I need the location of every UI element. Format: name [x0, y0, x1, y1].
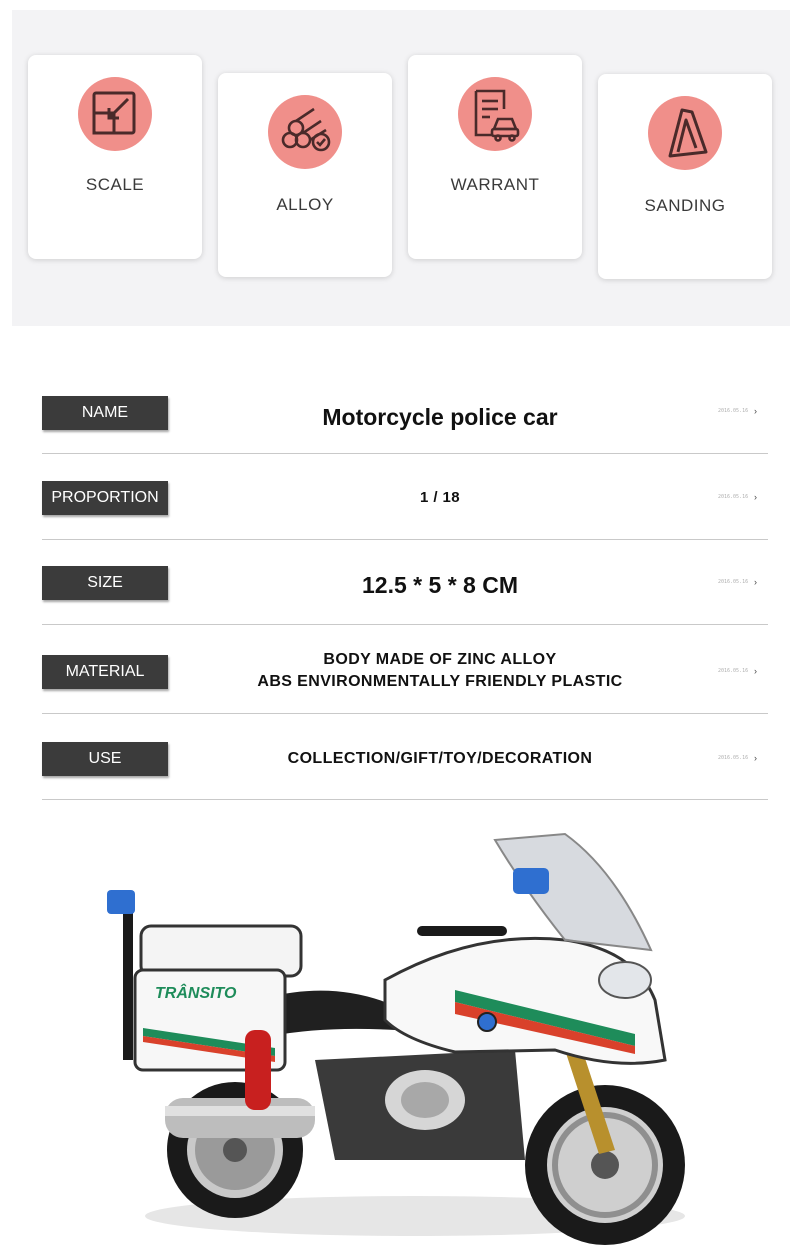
spec-value-line-2: ABS ENVIRONMENTALLY FRIENDLY PLASTIC — [257, 673, 623, 690]
spec-date: 2016.05.16 — [718, 755, 749, 761]
chevron-right-icon: › — [754, 492, 757, 502]
spec-tag: PROPORTION — [42, 481, 168, 515]
divider — [42, 713, 768, 714]
spec-tag: NAME — [42, 396, 168, 430]
spec-value: Motorcycle police car — [322, 404, 558, 430]
feature-label: ALLOY — [276, 195, 334, 214]
spec-tag: SIZE — [42, 566, 168, 600]
feature-card-sanding — [598, 74, 772, 279]
divider — [42, 453, 768, 454]
spec-date: 2016.05.16 — [718, 579, 749, 585]
spec-tag: MATERIAL — [42, 655, 168, 689]
alloy-icon — [268, 95, 342, 169]
warranty-icon — [458, 77, 532, 151]
spec-date: 2016.05.16 — [718, 408, 749, 414]
feature-card-warranty — [408, 55, 582, 259]
chevron-right-icon: › — [754, 577, 757, 587]
spec-date: 2016.05.16 — [718, 668, 749, 674]
feature-label: SCALE — [85, 175, 145, 194]
feature-label: WARRANT — [450, 175, 540, 194]
chevron-right-icon: › — [754, 406, 757, 416]
scale-icon — [78, 77, 152, 151]
product-image-police-motorcycle — [95, 830, 705, 1250]
divider — [42, 539, 768, 540]
divider — [42, 799, 768, 800]
feature-card-scale — [28, 55, 202, 259]
spec-tag: USE — [42, 742, 168, 776]
chevron-right-icon: › — [754, 753, 757, 763]
feature-label: SANDING — [644, 196, 726, 215]
chevron-right-icon: › — [754, 666, 757, 676]
decal-text: TRÂNSITO — [155, 985, 237, 1002]
divider — [42, 624, 768, 625]
spec-value: 12.5 * 5 * 8 CM — [362, 572, 518, 598]
spec-date: 2016.05.16 — [718, 494, 749, 500]
spec-value-line-1: BODY MADE OF ZINC ALLOY — [323, 651, 557, 668]
spec-value: COLLECTION/GIFT/TOY/DECORATION — [287, 750, 593, 767]
feature-card-alloy — [218, 73, 392, 277]
sanding-icon — [648, 96, 722, 170]
spec-value: 1 / 18 — [420, 489, 460, 506]
